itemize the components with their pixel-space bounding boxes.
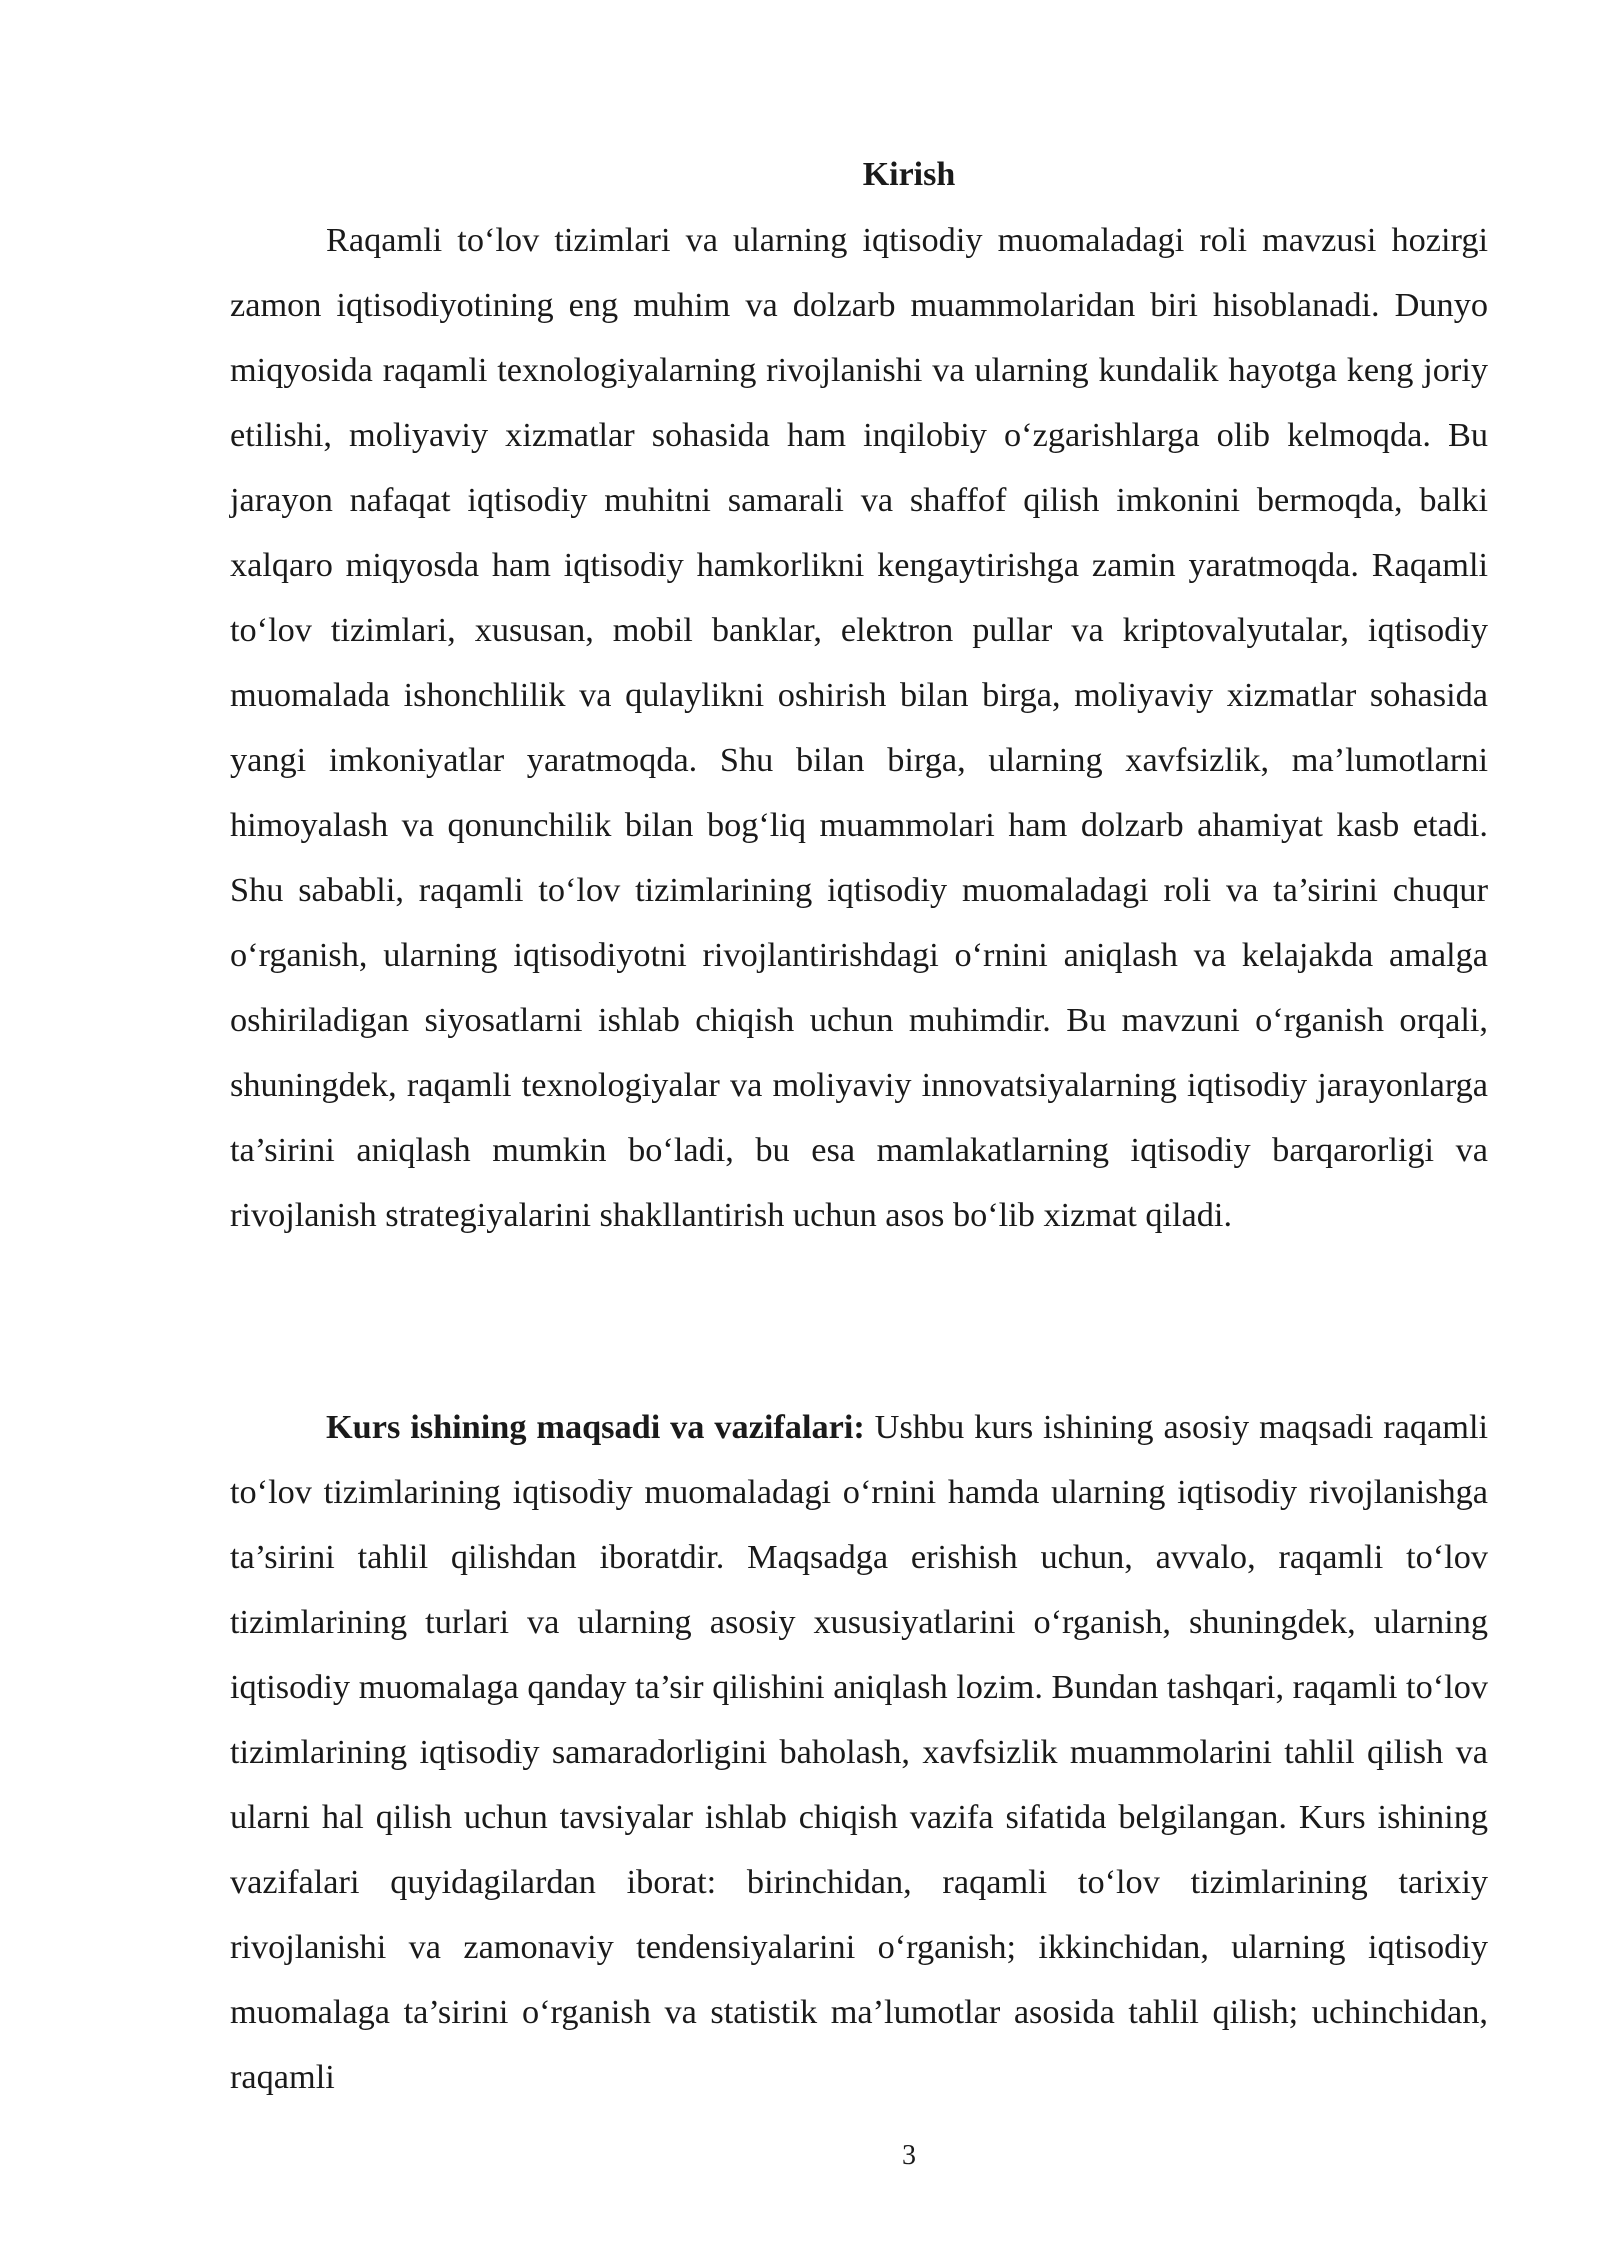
paragraph-lead: Kurs ishining maqsadi va vazifalari: <box>326 1408 865 1446</box>
goals-paragraph <box>230 1395 1488 2110</box>
intro-paragraph <box>230 208 1488 1248</box>
paragraph-text: Raqamli to‘lov tizimlari va ularning iqtisodiy muomaladagi roli mavzusi hozirgi zamon iqtisodiyotining eng muhim va dolzarb muammolaridan biri hisoblanadi. Dunyo miqyosida raqamli texnologiyalarning rivojlanishi va ularning kundalik hayotga keng joriy etilishi, moliyaviy xizmatlar sohasida ham inqilobiy o‘zgarishlarga olib kelmoqda. Bu jarayon nafaqat iqtisodiy muhitni samarali va shaffof qilish imkonini bermoqda, balki xalqaro miqyosda ham iqtisodiy hamkorlikni kengaytirishga zamin yaratmoqda. Raqamli to‘lov tizimlari, xususan, mobil banklar, elektron pullar va kriptovalyutalar, iqtisodiy muomalada ishonchlilik va qulaylikni oshirish bilan birga, moliyaviy xizmatlar sohasida yangi imkoniyatlar yaratmoqda. Shu bilan birga, ularning xavfsizlik, ma’lumotlarni himoyalash va qonunchilik bilan bog‘liq muammolari ham dolzarb ahamiyat kasb etadi. Shu sababli, raqamli to‘lov tizimlarining iqtisodiy muomaladagi roli va ta’sirini chuqur o‘rganish, ularning iqtisodiyotni rivojlantirishdagi o‘rnini aniqlash va kelajakda amalga oshiriladigan siyosatlarni ishlab chiqish uchun muhimdir. Bu mavzuni o‘rganish orqali, shuningdek, raqamli texnologiyalar va moliyaviy innovatsiyalarning iqtisodiy jarayonlarga ta’sirini aniqlash mumkin bo‘ladi, bu esa mamlakatlarning iqtisodiy barqarorligi va rivojlanish strategiyalarini shakllantirish uchun asos bo‘lib xizmat qiladi. <box>230 221 1488 1234</box>
paragraph-text: Ushbu kurs ishining asosiy maqsadi raqamli to‘lov tizimlarining iqtisodiy muomaladagi o‘rnini hamda ularning iqtisodiy rivojlanishga ta’sirini tahlil qilishdan iboratdir. Maqsadga erishish uchun, avvalo, raqamli to‘lov tizimlarining turlari va ularning asosiy xususiyatlarini o‘rganish, shuningdek, ularning iqtisodiy muomalaga qanday ta’sir qilishini aniqlash lozim. Bundan tashqari, raqamli to‘lov tizimlarining iqtisodiy samaradorligini baholash, xavfsizlik muammolarini tahlil qilish va ularni hal qilish uchun tavsiyalar ishlab chiqish vazifa sifatida belgilangan. Kurs ishining vazifalari quyidagilardan iborat: birinchidan, raqamli to‘lov tizimlarining tarixiy rivojlanishi va zamonaviy tendensiyalarini o‘rganish; ikkinchidan, ularning iqtisodiy muomalaga ta’sirini o‘rganish va statistik ma’lumotlar asosida tahlil qilish; uchinchidan, raqamli <box>230 1408 1489 2096</box>
page-title: Kirish <box>862 156 956 193</box>
page-number: 3 <box>902 2140 916 2171</box>
